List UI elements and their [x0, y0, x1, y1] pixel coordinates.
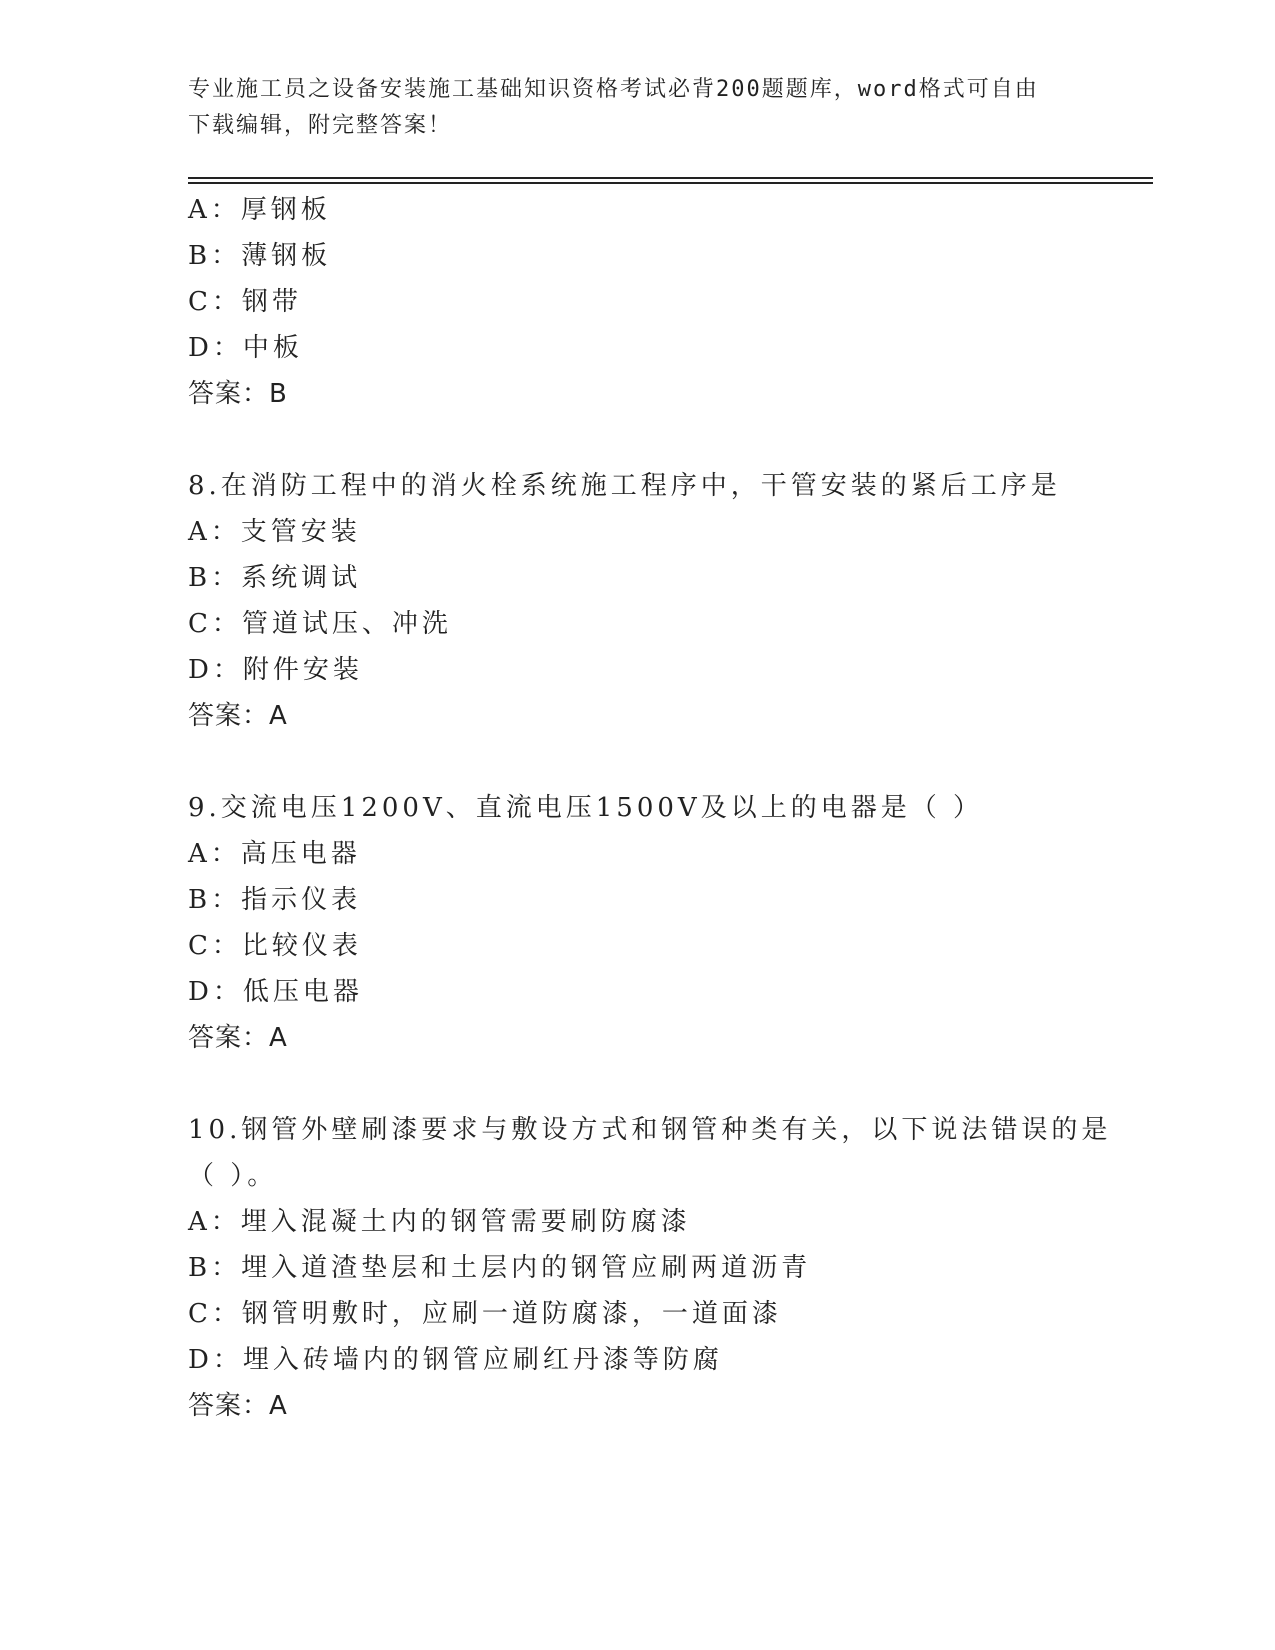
header-divider-top: [188, 177, 1153, 179]
option-c: C：比较仪表: [188, 931, 362, 961]
question-list: [188, 187, 1128, 1429]
header-divider-bottom: [188, 182, 1153, 184]
header-line-2: 下载编辑，附完整答案！: [188, 113, 453, 138]
answer-line: 答案：B: [188, 379, 288, 409]
option-d: D：低压电器: [188, 977, 363, 1007]
question-block-7: [188, 187, 1128, 417]
answer-line: 答案：A: [188, 1023, 288, 1053]
question-title-line-2: （ ）。: [188, 1161, 278, 1191]
option-a: A：高压电器: [188, 839, 361, 869]
question-block-10: [188, 1107, 1128, 1429]
option-b: B：指示仪表: [188, 885, 362, 915]
option-d: D：附件安装: [188, 655, 363, 685]
question-block-9: [188, 785, 1128, 1061]
option-a: A：支管安装: [188, 517, 361, 547]
question-title-line-1: 10.钢管外壁刷漆要求与敷设方式和钢管种类有关，以下说法错误的是: [188, 1115, 1112, 1145]
question-title: 8.在消防工程中的消火栓系统施工程序中，干管安装的紧后工序是: [188, 471, 1061, 501]
option-c: C：钢带: [188, 287, 302, 317]
header-line-1: 专业施工员之设备安装施工基础知识资格考试必背200题题库，word格式可自由: [188, 77, 1039, 102]
option-b: B：系统调试: [188, 563, 362, 593]
option-a: A：埋入混凝土内的钢管需要刷防腐漆: [188, 1207, 691, 1237]
option-a: A：厚钢板: [188, 195, 331, 225]
option-c: C：管道试压、冲洗: [188, 609, 452, 639]
document-header: [188, 72, 1088, 144]
option-d: D：埋入砖墙内的钢管应刷红丹漆等防腐: [188, 1345, 723, 1375]
option-b: B：薄钢板: [188, 241, 332, 271]
option-b: B：埋入道渣垫层和土层内的钢管应刷两道沥青: [188, 1253, 812, 1283]
option-d: D：中板: [188, 333, 303, 363]
answer-line: 答案：A: [188, 1391, 288, 1421]
option-c: C：钢管明敷时，应刷一道防腐漆，一道面漆: [188, 1299, 782, 1329]
question-title: 9.交流电压1200V、直流电压1500V及以上的电器是（ ）: [188, 793, 983, 823]
question-block-8: [188, 463, 1128, 739]
answer-line: 答案：A: [188, 701, 288, 731]
